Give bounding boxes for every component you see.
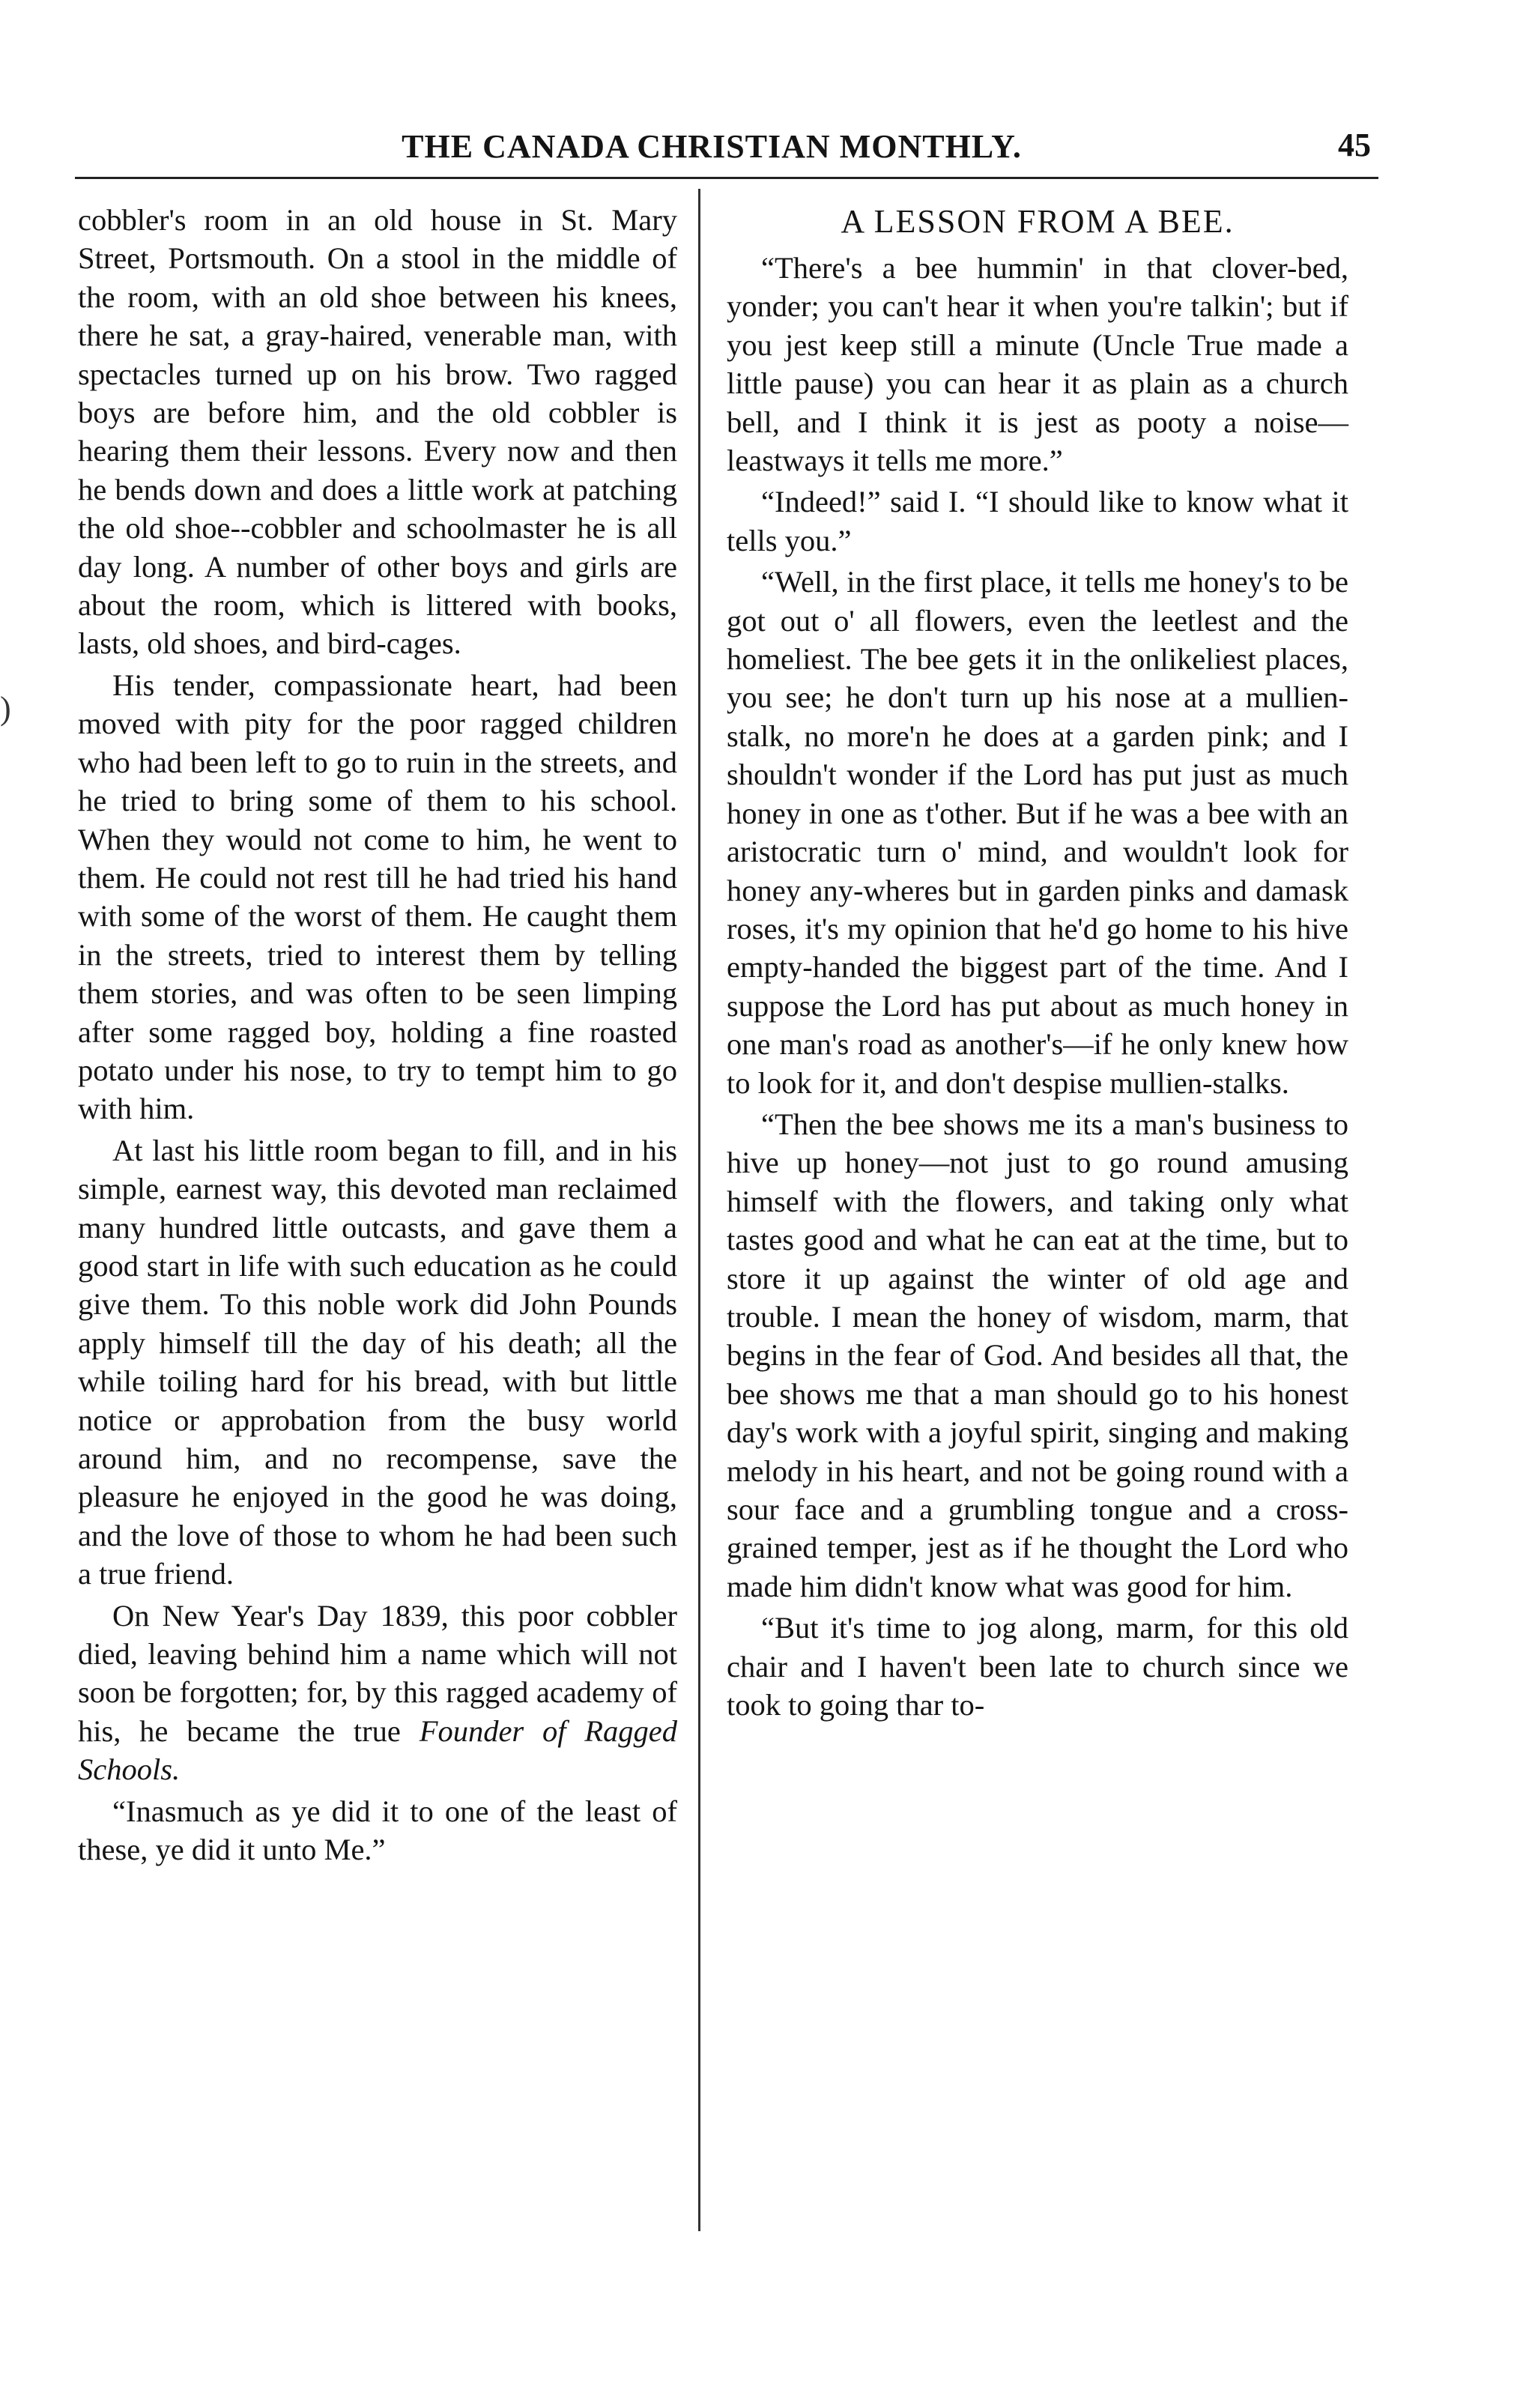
right-paragraph-5: “But it's time to jog along, marm, for this old chair and I haven't been late to church since we took to going thar to- [727, 1611, 1348, 1722]
left-paragraph-1: cobbler's room in an old house in St. Mary Street, Portsmouth. On a stool in the middle of the room, with an old shoe between his knees, there he sat, a gray-haired, venerable man, with spectacles turned up on his brow. Two ragged boys are before him, and the old cobbler is hearing them their lessons. Every now and then he bends down and does a little work at patching the old shoe--cobbler and schoolmaster he is all day long. A number of other boys and girls are about the room, which is littered with books, lasts, old shoes, and bird-cages. [78, 203, 677, 661]
column-divider [698, 189, 700, 2231]
left-paragraph-3: At last his little room began to fill, and in his simple, earnest way, this devoted man reclaimed many hundred little outcasts, and gave them a good start in life with such education as he could give them. To this noble work did John Pounds apply himself till the day of his death; all the while toiling hard for his bread, with but little notice or approbation from the busy world around him, and no recompense, save the pleasure he enjoyed in the good he was doing, and the love of those to whom he had been such a true friend. [78, 1133, 677, 1591]
right-paragraph-1: “There's a bee hummin' in that clover-bed, yonder; you can't hear it when you're talkin'; but if you jest keep still a minute (Uncle True made a little pause) you can hear it as plain as a church bell, and I think it is jest as pooty a noise—leastways it tells me more.” [727, 251, 1348, 478]
right-paragraph-2: “Indeed!” said I. “I should like to know what it tells you.” [727, 485, 1348, 557]
left-paragraph-4 [78, 1597, 677, 1789]
margin-mark: ) [0, 690, 11, 727]
right-paragraph-4: “Then the bee shows me its a man's business to hive up honey—not just to go round amusing himself with the flowers, and taking only what tastes good and what he can eat at the time, but to store it up against the winter of old age and trouble. I mean the honey of wisdom, marm, that begins in the fear of God. And besides all that, the bee shows me that a man should go to his honest day's work with a joyful spirit, singing and making melody in his heart, and not be going round with a sour face and a grumbling tongue and a cross-grained temper, jest as if he thought the Lord who made him didn't know what was good for him. [727, 1107, 1348, 1603]
page-number: 45 [1338, 127, 1371, 163]
header-rule [75, 177, 1378, 179]
right-column [727, 201, 1348, 1724]
article-title: A LESSON FROM A BEE. [841, 203, 1235, 240]
left-paragraph-4-text: On New Year's Day 1839, this poor cobbler died, leaving behind him a name which will not soon be forgotten; for, by this ragged academy of his, he became the true [78, 1598, 677, 1748]
running-header-title: THE CANADA CHRISTIAN MONTHLY. [402, 128, 1022, 165]
left-quote: “Inasmuch as ye did it to one of the least of these, ye did it unto Me.” [78, 1794, 677, 1867]
founder-of-ragged-schools: Founder of Ragged Schools. [78, 1713, 677, 1787]
right-paragraph-3: “Well, in the first place, it tells me honey's to be got out o' all flowers, even the leetlest and the homeliest. The bee gets it in the onlikeliest places, you see; he don't turn up his nose at a mullien-stalk, no more'n he does at a garden pink; and I shouldn't wonder if the Lord has put just as much honey in one as t'other. But if he was a bee with an aristocratic turn o' mind, and wouldn't look for honey any-wheres but in garden pinks and damask roses, it's my opinion that he'd go home to his hive empty-handed the biggest part of the time. And I suppose the Lord has put about as much honey in one man's road as another's—if he only knew how to look for it, and don't despise mullien-stalks. [727, 565, 1348, 1100]
left-column [78, 201, 677, 1869]
left-paragraph-2: His tender, compassionate heart, had been moved with pity for the poor ragged children who had been left to go to ruin in the streets, and he tried to bring some of them to his school. When they would not come to him, he went to them. He could not rest till he had tried his hand with some of the worst of them. He caught them in the streets, tried to interest them by telling them stories, and was often to be seen limping after some ragged boy, holding a fine roasted potato under his nose, to try to tempt him to go with him. [78, 668, 677, 1126]
